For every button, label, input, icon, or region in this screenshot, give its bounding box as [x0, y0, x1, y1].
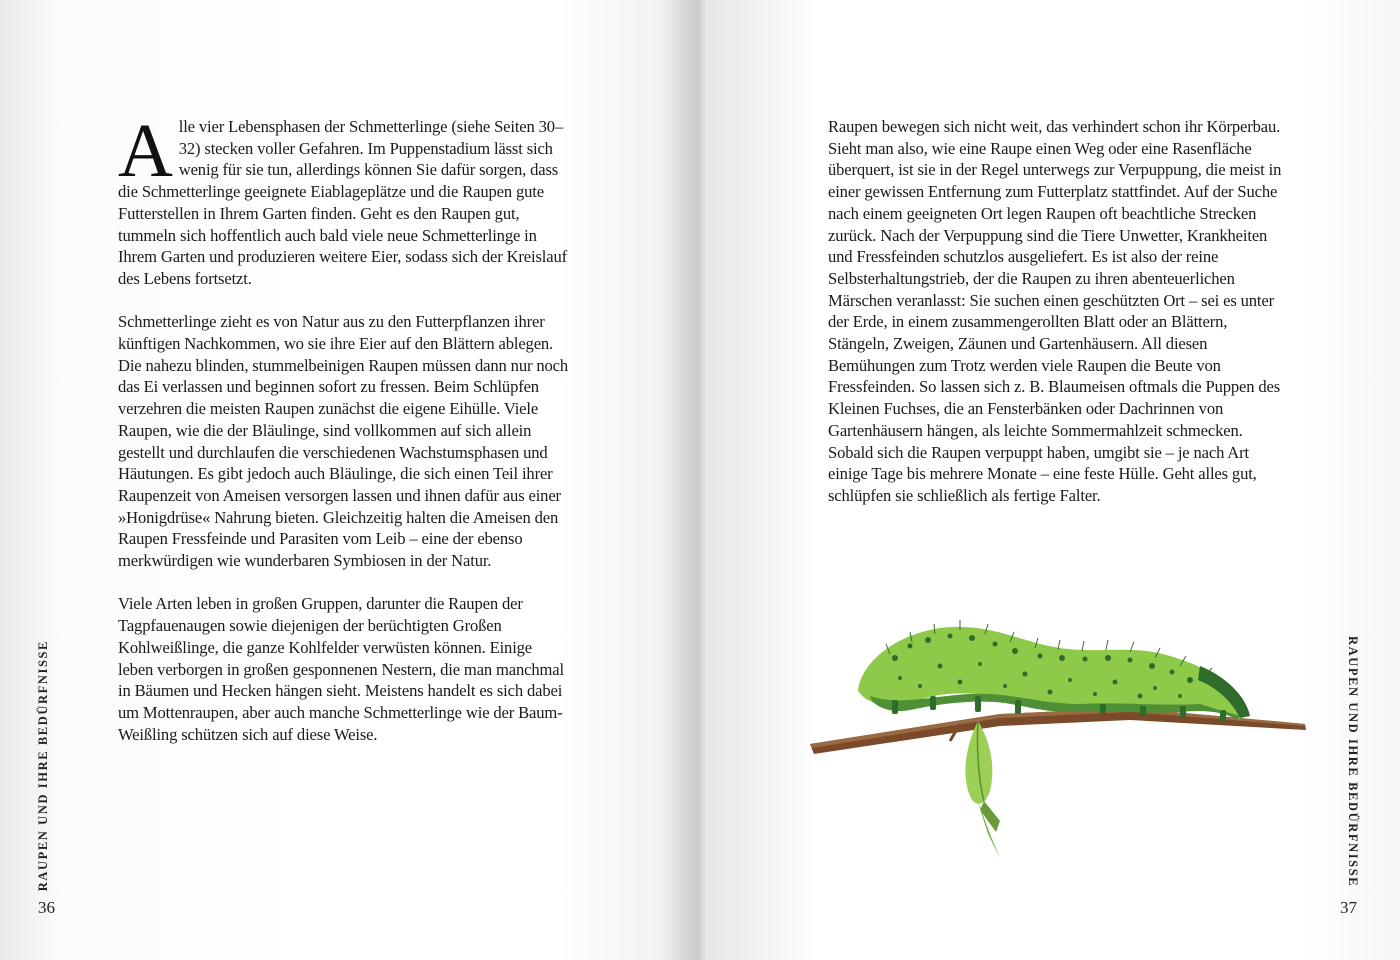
left-text-block — [118, 109, 570, 767]
caterpillar-on-branch-illustration — [800, 596, 1320, 866]
leaf-icon — [965, 721, 1000, 858]
right-text-block — [828, 116, 1283, 528]
page-number-left: 36 — [38, 898, 55, 917]
paragraph-1-text: lle vier Lebensphasen der Schmetterlinge (siehe Seiten 30–32) stecken voller Gefahren. Im Puppenstadium lässt sich wenig für sie tun, allerdings können Sie dafür sorgen, dass die Schmetterlinge geeignete Eiablageplätze und die Raupen gute Futterstellen in Ihrem Garten finden. Geht es den Raupen gut, tummeln sich hoffentlich auch bald viele neue Schmetterlinge in Ihrem Garten und produzieren weitere Eier, sodass sich der Kreislauf des Lebens fortsetzt. — [118, 117, 567, 288]
right-page — [700, 0, 1400, 960]
caterpillar-icon — [858, 620, 1250, 722]
running-head-left: RAUPEN UND IHRE BEDÜRFNISSE — [36, 640, 50, 892]
drop-cap: A — [118, 109, 173, 193]
paragraph-2: Schmetterlinge zieht es von Natur aus zu den Futterpflanzen ihrer künftigen Nachkommen, wo sie ihre Eier auf den Blättern ablegen. Die nahezu blinden, stummelbeinigen Raupen müssen dann nur noch das Ei verlassen und beginnen sofort zu fressen. Beim Schlüpfen verzehren die meisten Raupen zunächst die eigene Eihülle. Viele Raupen, wie die der Bläulinge, sind vollkommen auf sich allein gestellt und durchlaufen die verschiedenen Wachstumsphasen und Häutungen. Es gibt jedoch auch Bläulinge, die sich einen Teil ihrer Raupenzeit von Ameisen versorgen lassen und ihnen dafür aus einer »Honigdrüse« Nahrung bieten. Gleichzeitig halten die Ameisen den Raupen Fressfeinde und Parasiten vom Leib – eine der ebenso merkwürdigen wie wunderbaren Symbiosen in der Natur. — [118, 312, 568, 571]
running-head-right: RAUPEN UND IHRE BEDÜRFNISSE — [1346, 636, 1360, 888]
paragraph-4: Raupen bewegen sich nicht weit, das verhindert schon ihr Körperbau. Sieht man also, wie eine Raupe einen Weg oder eine Rasenfläche überquert, ist sie in der Regel unterwegs zur Verpuppung, die meist in einer gewissen Entfernung zum Futterplatz stattfindet. Auf der Suche nach einem geeigneten Ort legen Raupen oft beachtliche Strecken zurück. Nach der Verpuppung sind die Tiere Unwetter, Krankheiten und Fressfeinden schutzlos ausgeliefert. Es ist also der reine Selbsterhaltungstrieb, der die Raupen zu ihren abenteuerlichen Märschen veranlasst: Sie suchen einen geschützten Ort – sei es unter der Erde, in einem zusammengerollten Blatt oder an Blättern, Stängeln, Zweigen, Zäunen und Gartenhäusern. All diesen Bemühungen zum Trotz werden viele Raupen die Beute von Fressfeinden. So lassen sich z. B. Blaumeisen oftmals die Puppen des Kleinen Fuchses, die an Fensterbänken oder Dachrinnen von Gartenhäusern hängen, als leichte Sommermahlzeit schmecken. Sobald sich die Raupen verpuppt haben, umgibt sie – je nach Art einige Tage bis mehrere Monate – eine feste Hülle. Geht alles gut, schlüpfen sie schließlich als fertige Falter. — [828, 117, 1282, 505]
page-number-right: 37 — [1340, 898, 1357, 917]
paragraph-1 — [118, 109, 570, 290]
paragraph-3: Viele Arten leben in großen Gruppen, darunter die Raupen der Tagpfauenaugen sowie diejenigen der berüchtigten Großen Kohlweißlinge, die ganze Kohlfelder verwüsten können. Einige leben verborgen in großen gesponnenen Nestern, die man manchmal in Bäumen und Hecken hängen sieht. Meistens handelt es sich dabei um Mottenraupen, aber auch manche Schmetterlinge wie der Baum-Weißling schützen sich auf diese Weise. — [118, 594, 564, 744]
